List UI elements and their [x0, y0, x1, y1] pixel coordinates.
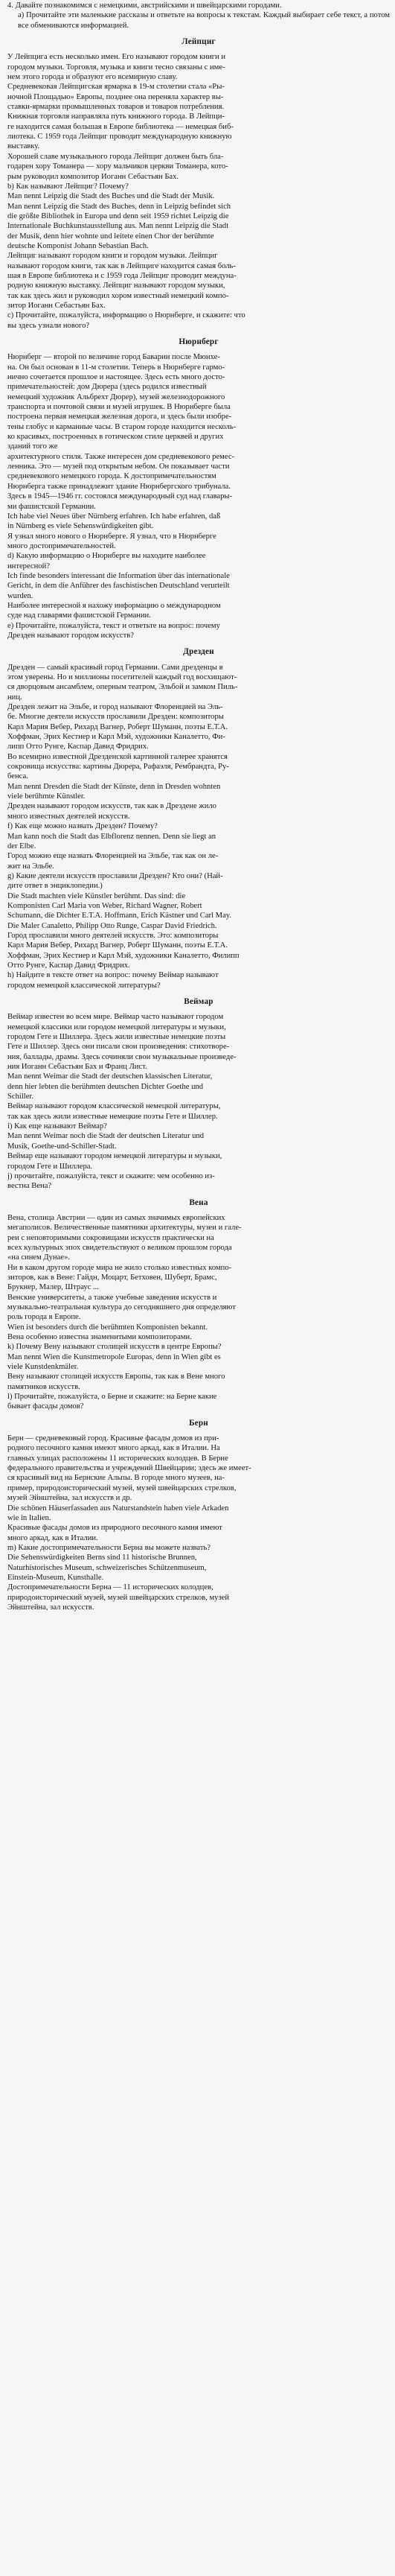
text-line: Лейпциг называют городом книги и городом музыки. Лейпциг — [7, 252, 218, 261]
section-4 — [7, 1198, 390, 1412]
text-line: музыкально-театральная культура до сегодняшнего дня определяют — [7, 1303, 236, 1311]
text-line: родную книжную выставку. Лейпциг называют городом музыки, — [7, 282, 225, 290]
text-line: суде над главарями фашистской Германии. — [7, 611, 151, 620]
text-line: viele Kunstdenkmäler. — [7, 1363, 79, 1372]
text-line: много известных деятелей искусств. — [7, 812, 130, 821]
text-line: b) Как называют Лейпциг? Почему? — [7, 182, 129, 191]
text-line: Карл Мария Вебер, Рихард Вагнер, Роберт Шуманн, поэты Е.Т.А. — [7, 722, 228, 731]
text-line: Отто Рунге, Каспар Давид Фридрих. — [7, 961, 130, 970]
text-line: Достопримечательности Берна — 11 исторических колодцев, — [7, 1583, 213, 1592]
text-line: вестна Вена? — [7, 1182, 52, 1191]
text-line: Naturhistorisches Museum, schweizerisches Schützenmuseum, — [7, 1563, 207, 1572]
text-line: Die Maler Canaletto, Philipp Otto Runge, Caspar David Friedrich. — [7, 921, 217, 930]
text-line: е) Прочитайте, пожалуйста, текст и ответьте на вопрос: почему — [7, 621, 220, 630]
text-line: denn hier lebten die berühmten deutschen Dichter Goethe und — [7, 1082, 203, 1091]
text-line: Эйнштейна, зал искусств. — [7, 1603, 94, 1612]
text-line: примечательностей: дом Дюрера (здесь родился известный — [7, 383, 207, 392]
text-line: Гете и Шиллер. Здесь они писали свои произведения: стихотворе- — [7, 1043, 230, 1052]
text-line: построена первая немецкая железная дорога, и здесь были изобре- — [7, 413, 232, 422]
text-line: много достопримечательностей. — [7, 541, 116, 550]
text-line: Вену называют столицей искусств Европы, так как в Вене много — [7, 1373, 225, 1381]
text-line: ния, баллады, драмы. Здесь сочиняли свои музыкальные произведе- — [7, 1052, 237, 1061]
text-line: der Musik, denn hier wohnte und leitete einen Chor der berühmte — [7, 232, 214, 241]
text-line: viele berühmte Künstler. — [7, 792, 86, 801]
text-line: Красивые фасады домов из природного песочного камня имеют — [7, 1524, 222, 1533]
text-line: выставку. — [7, 142, 40, 151]
text-line: Карл Мария Вебер, Рихард Вагнер, Роберт Шуманн, поэты Е.Т.А. — [7, 941, 228, 950]
text-line: Дрезден лежит на Эльбе, и город называют Флоренцией на Эль- — [7, 703, 223, 712]
text-line: У Лейпцига есть несколько имен. Его называют городом книги и — [7, 53, 226, 62]
text-line: d) Какую информацию о Нюрнберге вы находите наиболее — [7, 552, 206, 561]
text-line: немецкий художник Альбрехт Дюрер), музей железнодорожного — [7, 392, 225, 401]
text-line: немецкой классики или городом немецкой литературы и музыки, — [7, 1023, 226, 1031]
text-line: всех культурных эпох свидетельствуют о великом прошлом города — [7, 1243, 232, 1252]
text-line: l) Прочитайте, пожалуйста, о Берне и скажите: на Берне какие — [7, 1393, 217, 1402]
text-line: Город прославили много деятелей искусств. Это: композиторы — [7, 931, 219, 940]
section-title: Вена — [189, 1198, 208, 1207]
text-line: Веймар называют городом классической немецкой литературы, — [7, 1102, 221, 1111]
text-line: Я узнал много нового о Нюрнберге. Я узнал, что в Нюрнберге — [7, 532, 216, 541]
text-line: роль города в Европе. — [7, 1313, 81, 1322]
text-line: Man nennt Weimar noch die Stadt der deutschen Literatur und — [7, 1132, 205, 1141]
text-line: Die Stadt machten viele Künstler berühmt. Das sind: die — [7, 891, 186, 900]
text-line: die größte Bibliothek in Europa und denn seit 1959 richtet Leipzig die — [7, 212, 229, 220]
text-line: дите ответ в энциклопедии.) — [7, 882, 103, 891]
text-line: Internationale Buchkunstausstellung aus. Man nennt Leipzig die Stadt — [7, 222, 229, 231]
text-line: интересной? — [7, 562, 50, 570]
text-line: i) Как еще называют Веймар? — [7, 1122, 107, 1131]
text-line: ся дворцовым ансамблем, оперным театром, Эльбой и замком Пиль- — [7, 683, 238, 692]
text-line: с) Прочитайте, пожалуйста, информацию о Нюрнберге, и скажите: что — [7, 311, 245, 320]
text-line: архитектурного стиля. Также интересен дом средневекового ремес- — [7, 452, 235, 461]
text-line: Musik, Goethe-und-Schiller-Stadt. — [7, 1142, 117, 1151]
text-line: ленника. Это — музей под открытым небом. Он показывает части — [7, 462, 230, 471]
text-line: зиторов, как в Вене: Гайдн, Моцарт, Бетховен, Шуберт, Брамс, — [7, 1273, 217, 1282]
text-line: городом Гете и Шиллера. — [7, 1162, 93, 1171]
text-line: Здесь в 1945—1946 гг. состоялся международный суд над главары- — [7, 492, 233, 501]
section-2 — [7, 647, 390, 990]
text-line: средневекового немецкого города. К достопримечательностям — [7, 472, 216, 481]
text-line: m) Какие достопримечательности Берна вы можете назвать? — [7, 1543, 211, 1552]
text-line: Брукнер, Малер, Штраус ... — [7, 1283, 99, 1292]
text-line: ся красивый вид на Бернские Альпы. В городе много музеев, на- — [7, 1474, 225, 1483]
text-line: Ich finde besonders interessant die Information über das internationale — [7, 571, 230, 580]
text-line: природоисторический музей, музей швейцарских стрелков, музей — [7, 1593, 230, 1602]
text-line: g) Какие деятели искусств прославили Дрезден? Кто они? (Най- — [7, 871, 223, 880]
text-line: так как здесь жили известные немецкие поэты Гете и Шиллер. — [7, 1112, 218, 1121]
text-line: бывает фасады домов? — [7, 1402, 84, 1411]
text-line: Книжная торговля направляла путь книжного города. В Лейпци- — [7, 112, 225, 121]
text-line: Man nennt Leipzig die Stadt des Buches, denn in Leipzig befindet sich — [7, 202, 231, 211]
text-line: Man nennt Weimar die Stadt der deutschen klassischen Literatur, — [7, 1072, 213, 1081]
text-line: Вена особенно известна знаменитыми композиторами. — [7, 1333, 192, 1341]
text-line: жит на Эльбе. — [7, 862, 54, 871]
text-line: Schiller. — [7, 1093, 34, 1101]
text-line: ге находится самая большая в Европе библиотека — немецкая биб- — [7, 122, 234, 131]
text-line: Во всемирно известной Дрезденской картинной галерее хранятся — [7, 752, 228, 761]
section-title: Дрезден — [183, 647, 214, 657]
text-line: Вена, столица Австрии — один из самых значимых европейских — [7, 1213, 225, 1222]
text-line: «на синем Дунае». — [7, 1253, 70, 1262]
text-line: сокровища искусства: картины Дюрера, Рафаэля, Рембрандта, Ру- — [7, 763, 229, 772]
text-line: транспорта и почтовой связи и музей игрушек. В Нюрнберге была — [7, 403, 231, 412]
text-line: ночной Площадью» Европы, позднее она переняла характер вы- — [7, 92, 224, 101]
text-line: Город можно еще назвать Флоренцией на Эльбе, так как он ле- — [7, 852, 219, 861]
text-line: бенса. — [7, 772, 28, 781]
text-line: федерального правительства и учреждений Швейцарии; здесь же имеет- — [7, 1464, 251, 1473]
text-line: годарен хору Томанера — хору мальчиков церкви Томанера, кото- — [7, 162, 228, 171]
section-3 — [7, 997, 390, 1192]
section-1 — [7, 337, 390, 640]
text-line: пример, природоисторический музей, музей швейцарских стрелков, — [7, 1483, 237, 1492]
text-line: Дрезден — самый красивый город Германии. Сами дрезденцы в — [7, 663, 223, 672]
text-line: Средневековая Лейпцигская ярмарка в 19-м столетии стала «Ры- — [7, 83, 225, 92]
text-line: in Nürnberg es viele Sehenswürdigkeiten gibt. — [7, 522, 154, 531]
text-line: Хорошей славе музыкального города Лейпциг должен быть бла- — [7, 152, 224, 161]
text-line: Наиболее интересной я нахожу информацию о международном — [7, 601, 221, 610]
text-line: j) прочитайте, пожалуйста, текст и скажите: чем особенно из- — [7, 1171, 215, 1180]
text-line: нем этого города и образуют его всемирную славу. — [7, 73, 178, 82]
text-line: Man kann noch die Stadt das Elbflorenz nennen. Denn sie liegt an — [7, 832, 216, 841]
text-line: рым руководил композитор Иоганн Себастьян Бах. — [7, 172, 179, 181]
text-line: Хоффман, Эрих Кестнер и Карл Мэй, художники Каналетто, Фи- — [7, 733, 225, 742]
text-line: зданий того же — [7, 442, 58, 451]
text-line: Веймар еще называют городом немецкой литературы и музыки, — [7, 1152, 222, 1161]
text-line: бе. Многие деятели искусств прославили Дрезден: композиторы — [7, 713, 224, 722]
text-line: Einstein-Museum, Kunsthalle. — [7, 1573, 104, 1582]
text-line: главных улицах расположены 11 исторических колодцев. В Берне — [7, 1454, 228, 1463]
text-line: городом музыки. Торговля, музыка и книги тесно связаны с име- — [7, 63, 225, 71]
text-line: Man nennt Wien die Kunstmetropole Europas, denn in Wien gibt es — [7, 1352, 221, 1361]
text-line: wurden. — [7, 591, 33, 600]
task-instruction: а) Прочитайте эти маленькие рассказы и ответьте на вопросы к текстам. Каждый выбирает себе текст, а потом все обмениваются информацией. — [18, 11, 390, 30]
text-line: Берн — средневековый город. Красивые фасады домов из при- — [7, 1434, 219, 1443]
text-line: Ich habe viel Neues über Nürnberg erfahren. Ich habe erfahren, daß — [7, 512, 221, 521]
text-line: реи с неповторимыми сокровищами искусств практически на — [7, 1233, 214, 1242]
text-line: липп Отто Рунге, Каспар Давид Фридрих. — [7, 742, 149, 751]
task-heading: 4. Давайте познакомимся с немецкими, австрийскими и швейцарскими городами. — [7, 1, 282, 10]
text-line: ко красивых, построенных в готическом стиле церквей и других — [7, 433, 224, 442]
section-5 — [7, 1419, 390, 1613]
text-line: нично сочетается прошлое и настоящее. Здесь есть много досто- — [7, 373, 225, 382]
text-line: памятников искусств. — [7, 1382, 80, 1391]
text-line: Дрезден называют городом искусств, так как в Дрездене жило — [7, 802, 216, 811]
text-line: Man nennt Dresden die Stadt der Künste, denn in Dresden wohnten — [7, 782, 221, 791]
section-title: Берн — [189, 1418, 208, 1428]
text-line: тены глобус и карманные часы. В старом городе находится несколь- — [7, 422, 237, 431]
text-line: Дрезден называют городом искусств? — [7, 631, 134, 640]
text-line: так как здесь жил и руководил хором известный немецкий компо- — [7, 291, 229, 300]
text-line: f) Как еще можно назвать Дрезден? Почему? — [7, 822, 158, 831]
text-line: шая в Европе библиотека и с 1959 года Лейпциг проводит междуна- — [7, 271, 237, 280]
section-title: Веймар — [184, 997, 213, 1006]
text-line: на. Он был основан в 11-м столетии. Теперь в Нюрнберге гармо- — [7, 363, 225, 372]
text-line: этом уверены. Но и миллионы посетителей каждый год восхищают- — [7, 673, 237, 681]
text-line: городом немецкой классической литературы? — [7, 981, 161, 990]
section-title: Лейпциг — [182, 37, 216, 47]
text-line: Нюрнберга также принадлежит здание Нюрнбергского трибунала. — [7, 482, 231, 491]
text-line: k) Почему Вену называют столицей искусств в центре Европы? — [7, 1343, 222, 1352]
text-line: много аркад, как в Италии. — [7, 1533, 98, 1542]
text-line: Wien ist besonders durch die berühmten Komponisten bekannt. — [7, 1323, 208, 1332]
text-line: h) Найдите в тексте ответ на вопрос: почему Веймар называют — [7, 971, 219, 980]
text-line: der Elbe. — [7, 842, 36, 850]
section-0 — [7, 37, 390, 331]
text-line: родного песочного камня имеют много аркад, как в Италии. На — [7, 1444, 220, 1453]
text-line: зитор Иоганн Себастьян Бах. — [7, 301, 106, 310]
text-line: Die Sehenswürdigkeiten Berns sind 11 historische Brunnen, — [7, 1553, 197, 1562]
text-line: мегаполисов. Величественные памятники архитектуры, музеи и гале- — [7, 1224, 242, 1233]
city-sections — [7, 37, 390, 1612]
text-line: лиотека. С 1959 года Лейпциг проводит международную книжную — [7, 133, 232, 141]
text-line: ми фашистской Германии. — [7, 502, 96, 511]
text-line: музей Эйнштейна, зал искусств и др. — [7, 1494, 132, 1503]
text-line: называют городом книги, так как в Лейпциге находится самая боль- — [7, 261, 236, 270]
text-line: Нюрнберг — второй по величине город Баварии после Мюнхе- — [7, 353, 220, 362]
text-line: Komponisten Carl Maria von Weber, Richard Wagner, Robert — [7, 901, 202, 910]
text-line: городом Гете и Шиллера. Здесь жили известные немецкие поэты — [7, 1033, 226, 1042]
text-line: Schumann, die Dichter E.T.A. Hoffmann, Erich Kästner und Carl May. — [7, 912, 232, 920]
text-line: ния Иоганн Себастьян Бах и Франц Лист. — [7, 1063, 147, 1072]
text-line: Ни в каком другом городе мира не жило столько известных компо- — [7, 1263, 232, 1272]
intro-block — [7, 1, 390, 31]
text-line: Gericht, in dem die Anführer des faschistischen Deutschland verurteilt — [7, 582, 230, 591]
text-line: ставки-ярмарки промышленных товаров и товаров потребления. — [7, 103, 225, 112]
text-line: Die schönen Häuserfassaden aus Naturstandstein haben viele Arkaden — [7, 1504, 229, 1513]
section-title: Нюрнберг — [179, 337, 219, 346]
text-line: deutsche Komponist Johann Sebastian Bach. — [7, 241, 149, 250]
text-line: вы здесь узнали нового? — [7, 321, 90, 330]
text-line: Венские университеты, а также учебные заведения искусств и — [7, 1293, 217, 1302]
text-line: Хоффман, Эрих Кестнер и Карл Мэй, художники Каналетто, Филипп — [7, 951, 240, 960]
text-line: Веймар известен во всем мире. Веймар часто называют городом — [7, 1013, 224, 1022]
text-line: wie in Italien. — [7, 1513, 51, 1522]
text-line: ниц. — [7, 693, 22, 702]
text-line: Man nennt Leipzig die Stadt des Buches und die Stadt der Musik. — [7, 192, 215, 201]
